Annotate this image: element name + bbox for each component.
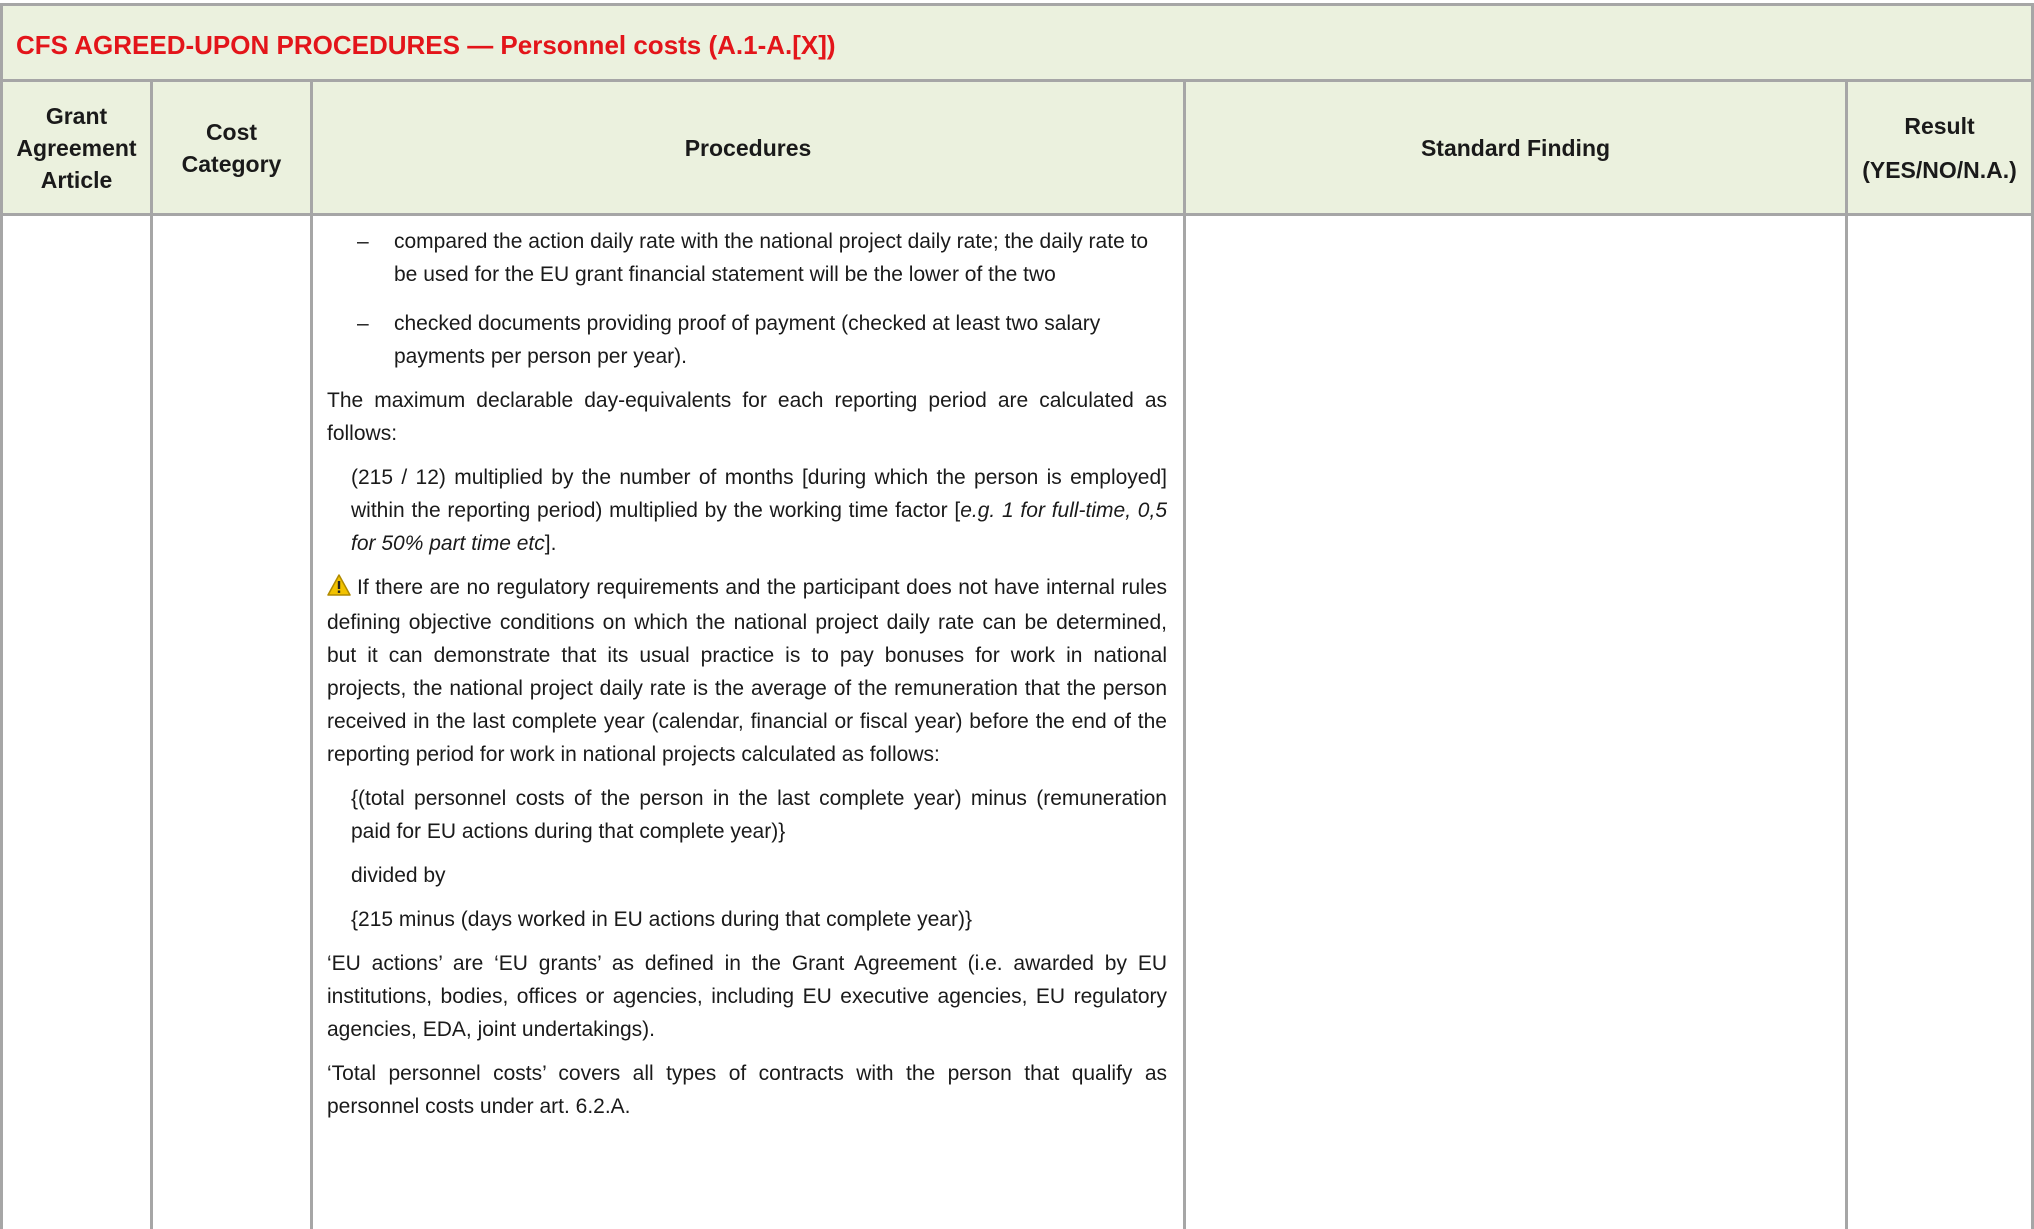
- table-title: CFS AGREED-UPON PROCEDURES — Personnel costs (A.1-A.[X]): [16, 30, 836, 60]
- formula-divided-by: divided by: [351, 864, 446, 887]
- header-article-line: Agreement: [16, 134, 137, 161]
- column-border: [0, 216, 3, 1229]
- header-result-label: Result: [1904, 112, 1975, 139]
- procedures-cell: [327, 216, 1167, 1123]
- warning-paragraph: [327, 571, 1167, 771]
- bullet-text: checked documents providing proof of payment (checked at least two salary payments per person per year).: [394, 312, 1101, 368]
- header-article-line: Article: [40, 166, 113, 193]
- warning-text: If there are no regulatory requirements and the participant does not have internal rules defining objective conditions on which the national project daily rate can be determined, but it can demonstrate that its usual practice is to pay bonuses for work in national projects, the national project daily rate is the average of the remuneration that the person received in the last complete year (calendar, financial or fiscal year) before the end of the reporting period for work in national projects calculated as follows:: [327, 576, 1167, 766]
- formula-text: (215 / 12) multiplied by the number of months [during which the person is employed] within the reporting period) multiplied by the working time factor [: [351, 466, 1167, 522]
- total-costs-definition: ‘Total personnel costs’ covers all types of contracts with the person that qualify as personnel costs under art. 6.2.A.: [327, 1062, 1167, 1118]
- max-days-formula: [327, 461, 1167, 560]
- formula-text: ].: [544, 532, 557, 555]
- warning-triangle-icon: [327, 573, 351, 606]
- table-title-bar: [0, 3, 2034, 82]
- header-result-options: (YES/NO/N.A.): [1862, 156, 2017, 183]
- header-procedures-label: Procedures: [684, 134, 812, 161]
- column-border: [1183, 216, 1186, 1229]
- bullet-dash: –: [357, 230, 369, 253]
- eu-actions-definition: ‘EU actions’ are ‘EU grants’ as defined in the Grant Agreement (i.e. awarded by EU institutions, bodies, offices or agencies, including EU executive agencies, EU regulatory agencies, EDA, joint undertakings).: [327, 952, 1167, 1041]
- header-cost-category: [153, 82, 313, 216]
- procedure-bullet: [327, 307, 1167, 373]
- column-border: [310, 216, 313, 1229]
- bullet-dash: –: [357, 312, 369, 335]
- header-procedures: [313, 82, 1186, 216]
- formula-italic-text: e.g. 1 for full-time, 0,5 for 50% part time etc: [351, 499, 1167, 555]
- max-days-intro: The maximum declarable day-equivalents for each reporting period are calculated as follows:: [327, 389, 1167, 445]
- column-border: [1845, 216, 1848, 1229]
- header-cost-category-label: Cost Category: [181, 118, 282, 177]
- column-border: [150, 216, 153, 1229]
- formula-denominator: {215 minus (days worked in EU actions during that complete year)}: [351, 908, 972, 931]
- formula-numerator: {(total personnel costs of the person in the last complete year) minus (remuneration paid for EU actions during that complete year)}: [351, 787, 1167, 843]
- header-standard-finding: [1186, 82, 1848, 216]
- procedure-bullet: [327, 225, 1167, 291]
- bullet-text: compared the action daily rate with the national project daily rate; the daily rate to be used for the EU grant financial statement will be the lower of the two: [394, 230, 1149, 286]
- header-article: [0, 82, 153, 216]
- header-article-line: Grant: [45, 102, 108, 129]
- header-result: [1848, 82, 2034, 216]
- header-finding-label: Standard Finding: [1420, 134, 1611, 161]
